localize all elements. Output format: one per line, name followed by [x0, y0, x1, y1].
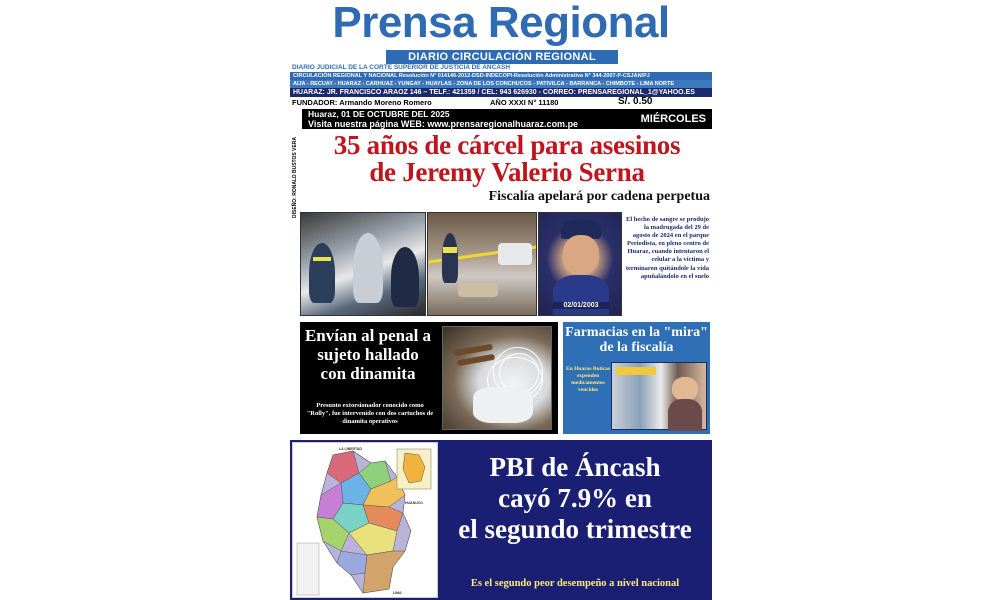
- police-cordon-photo: [427, 212, 537, 316]
- edition-number: AÑO XXXI N° 11180: [490, 98, 559, 107]
- map-label-south: LIMA: [393, 591, 402, 595]
- pharmacy-photo: [611, 362, 707, 430]
- map-label-east: HUANUCO: [405, 501, 423, 505]
- story-farmacias[interactable]: [563, 322, 710, 434]
- masthead-tagline: DIARIO CIRCULACIÓN REGIONAL: [386, 50, 618, 64]
- lead-subhead: Fiscalía apelará por cadena perpetua: [488, 189, 710, 204]
- crime-scene-photo: [300, 212, 426, 316]
- founder-text: FUNDADOR: Armando Moreno Romero: [292, 98, 432, 107]
- farmacias-title: Farmacias en la "mira" de la fiscalía: [565, 325, 708, 355]
- farmacias-summary: En Huaras Boticas expenden medicamentos vencidos: [566, 366, 611, 393]
- address-bar: HUARAZ: JR. FRANCISCO ARAOZ 146 – TELF.: 421359 / CEL: 943 626930 - CORREO: PRENSAREGIONAL_1@YAHOO.ES: [290, 88, 712, 97]
- pbi-title-line-1: PBI de Áncash: [489, 452, 661, 482]
- info-line: [290, 98, 712, 108]
- ancash-map-graphic: [293, 443, 438, 598]
- ancash-map: [292, 442, 438, 598]
- dynamite-photo: [442, 326, 552, 430]
- pbi-title-line-2: cayó 7.9% en: [498, 483, 652, 513]
- registration-bar: CIRCULACIÓN REGIONAL Y NACIONAL Resolución N° 014146-2012-DSD-INDECOPI-Resolución Administrativa N° 344-2007-P-CSJAN/PJ: [290, 72, 712, 80]
- issue-date: Huaraz, 01 DE OCTUBRE DEL 2025: [308, 109, 450, 119]
- story-pbi[interactable]: [290, 440, 712, 600]
- lead-headline[interactable]: [302, 132, 712, 186]
- headline-line-2: de Jeremy Valerio Serna: [369, 157, 645, 187]
- coverage-bar: AIJA - RECUAY - HUARAZ - CARHUAZ - YUNGAY - HUAYLAS - ZONA DE LOS CONCHUCOS - PATIVILCA - BARRANCA - CHIMBOTE - LIMA NORTE: [290, 80, 712, 88]
- website-line: Visita nuestra página WEB: www.prensaregionalhuaraz.com.pe: [308, 119, 579, 129]
- map-label-north: LA LIBERTAD: [339, 447, 362, 451]
- design-credit: [290, 132, 300, 222]
- penal-title: Envían al penal a sujeto hallado con dinamita: [304, 326, 432, 383]
- pbi-title: [440, 452, 710, 545]
- newspaper-front-page: [290, 0, 712, 600]
- penal-summary: Presunto extorsionador conocido como "Rolly", fue intervenido con dos cartuchos de dinamita operativos: [306, 402, 434, 425]
- masthead-title: Prensa Regional: [332, 0, 670, 47]
- design-credit-text: DISEÑO: RONALD BUSTOS VERA: [292, 136, 298, 218]
- lead-caption: El hecho de sangre se produjo la madrugada del 29 de agosto de 2024 en el parque Periodista, en pleno centro de Huaraz, cuando intentaron el celular a la víctima y terminaron quitándole la vida apuñalándolo en el suelo: [625, 216, 709, 280]
- portrait-date: 02/01/2003: [553, 302, 609, 309]
- pbi-title-line-3: el segundo trimestre: [458, 514, 692, 544]
- pbi-summary: Es el segundo peor desempeño a nivel nacional: [470, 578, 680, 589]
- price-tag: S/. 0.50: [618, 96, 653, 107]
- judicial-line: DIARIO JUDICIAL DE LA CORTE SUPERIOR DE JUSTICIA DE ANCASH: [292, 64, 511, 71]
- weekday: MIÉRCOLES: [640, 113, 706, 125]
- victim-portrait: [538, 212, 622, 316]
- headline-line-1: 35 años de cárcel para asesinos: [333, 130, 681, 160]
- story-penal[interactable]: [300, 322, 558, 434]
- date-bar: [302, 109, 712, 129]
